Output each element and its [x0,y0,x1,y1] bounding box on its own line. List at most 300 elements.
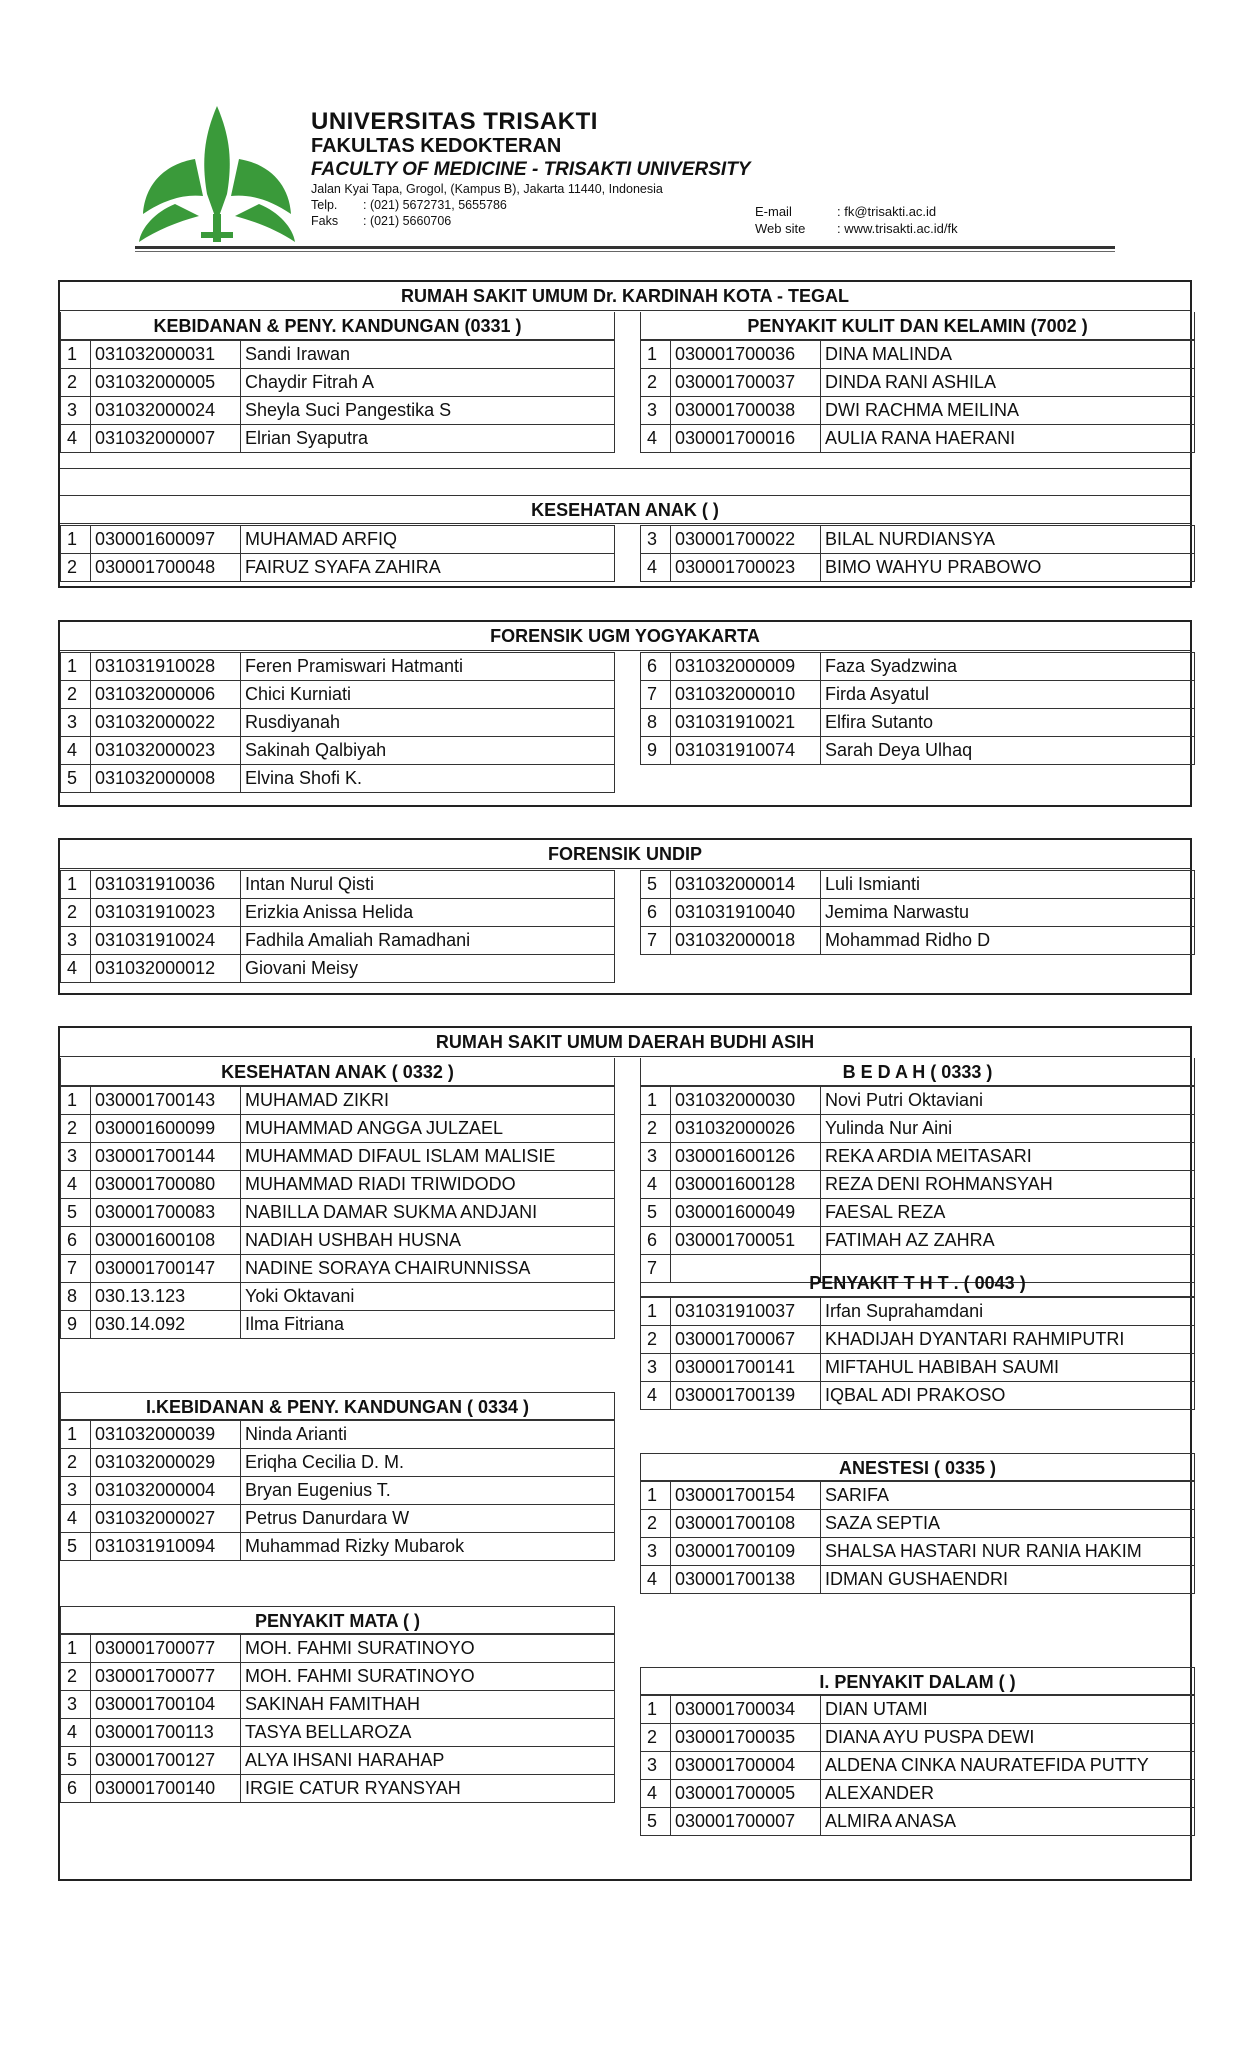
table-row [641,899,1195,927]
section-heading: PENYAKIT MATA ( ) [60,1606,615,1634]
table-row [641,554,1195,582]
row-number: 2 [61,681,91,709]
row-number: 1 [61,871,91,899]
student-nim: 030001700035 [671,1724,821,1752]
row-number: 1 [641,1087,671,1115]
table-row [61,1775,615,1803]
student-name: Firda Asyatul [821,681,1195,709]
student-nim: 030001700127 [91,1747,241,1775]
table-row [641,1696,1195,1724]
student-table [640,1297,1195,1410]
table-row [641,369,1195,397]
student-name: Ninda Arianti [241,1421,615,1449]
student-nim: 030001700083 [91,1199,241,1227]
student-name: MOH. FAHMI SURATINOYO [241,1663,615,1691]
student-name: Faza Syadzwina [821,653,1195,681]
email-label: E-mail [755,204,792,219]
row-number: 3 [641,1538,671,1566]
row-number: 3 [641,1752,671,1780]
table-row [61,1199,615,1227]
student-nim: 030001700037 [671,369,821,397]
row-number: 2 [61,1663,91,1691]
row-number: 4 [641,425,671,453]
row-number: 1 [641,1696,671,1724]
faks-value: : (021) 5660706 [363,214,452,228]
table-row [641,1538,1195,1566]
student-name: MOH. FAHMI SURATINOYO [241,1635,615,1663]
section-heading: KESEHATAN ANAK ( ) [60,496,1190,524]
section-anak [60,496,1190,524]
row-number: 4 [61,425,91,453]
student-nim: 030001700038 [671,397,821,425]
student-nim: 030001700147 [91,1255,241,1283]
row-number: 5 [641,1808,671,1836]
row-number: 6 [61,1227,91,1255]
student-name: NABILLA DAMAR SUKMA ANDJANI [241,1199,615,1227]
student-name: Ilma Fitriana [241,1311,615,1339]
table-row [641,1482,1195,1510]
row-number: 3 [61,1691,91,1719]
student-nim: 030001700154 [671,1482,821,1510]
student-nim: 031032000009 [671,653,821,681]
table-row [61,1533,615,1561]
student-name: Giovani Meisy [241,955,615,983]
student-name: Intan Nurul Qisti [241,871,615,899]
row-number: 3 [641,397,671,425]
section-undip-right [640,870,1195,955]
university-name: UNIVERSITAS TRISAKTI [311,108,598,135]
student-name: REZA DENI ROHMANSYAH [821,1171,1195,1199]
student-nim: 030001700144 [91,1143,241,1171]
student-nim: 031032000029 [91,1449,241,1477]
student-name: Erizkia Anissa Helida [241,899,615,927]
student-nim: 031031910037 [671,1298,821,1326]
student-name: MUHAMAD ZIKRI [241,1087,615,1115]
student-nim: 030001700067 [671,1326,821,1354]
student-name: IDMAN GUSHAENDRI [821,1566,1195,1594]
table-row [61,1421,615,1449]
table-row [641,1724,1195,1752]
row-number: 3 [641,1143,671,1171]
block-forensik-undip [58,838,1192,995]
student-name: Fadhila Amaliah Ramadhani [241,927,615,955]
student-name: Irfan Suprahamdani [821,1298,1195,1326]
student-nim: 030001700139 [671,1382,821,1410]
row-number: 7 [641,681,671,709]
student-nim: 031031910028 [91,653,241,681]
table-row [641,1566,1195,1594]
block-title: RUMAH SAKIT UMUM Dr. KARDINAH KOTA - TEGAL [60,282,1190,311]
student-name: ALEXANDER [821,1780,1195,1808]
row-number: 2 [61,1449,91,1477]
student-nim: 030001700051 [671,1227,821,1255]
student-table [60,870,615,983]
row-number: 4 [641,554,671,582]
section-heading: B E D A H ( 0333 ) [640,1058,1195,1086]
student-nim: 031031910094 [91,1533,241,1561]
student-nim: 030001700141 [671,1354,821,1382]
student-nim: 030001600126 [671,1143,821,1171]
row-number: 5 [61,765,91,793]
section-anak-left [60,525,615,582]
student-name: Mohammad Ridho D [821,927,1195,955]
section-heading: ANESTESI ( 0335 ) [640,1453,1195,1481]
row-number: 4 [61,737,91,765]
university-logo-icon [135,104,300,244]
section-ba-bedah [640,1058,1195,1283]
student-name: MUHAMMAD ANGGA JULZAEL [241,1115,615,1143]
student-name: Sarah Deya Ulhaq [821,737,1195,765]
student-nim: 030001700023 [671,554,821,582]
telp-value: : (021) 5672731, 5655786 [363,198,507,212]
student-name: DWI RACHMA MEILINA [821,397,1195,425]
table-row [61,765,615,793]
row-number: 2 [641,369,671,397]
student-name: Luli Ismianti [821,871,1195,899]
student-nim: 030.14.092 [91,1311,241,1339]
table-row [61,1719,615,1747]
student-nim: 030001700022 [671,526,821,554]
student-name: Elfira Sutanto [821,709,1195,737]
table-row [641,1199,1195,1227]
row-number: 1 [61,653,91,681]
row-number: 6 [641,653,671,681]
student-name: Chici Kurniati [241,681,615,709]
table-row [641,1382,1195,1410]
student-nim: 030001700138 [671,1566,821,1594]
table-row [641,1227,1195,1255]
table-row [641,871,1195,899]
table-row [641,341,1195,369]
student-nim: 031032000031 [91,341,241,369]
row-number: 9 [641,737,671,765]
student-name: Elvina Shofi K. [241,765,615,793]
student-nim: 031032000008 [91,765,241,793]
row-number: 2 [61,554,91,582]
student-name: IRGIE CATUR RYANSYAH [241,1775,615,1803]
block-title: FORENSIK UNDIP [60,840,1190,869]
student-name: KHADIJAH DYANTARI RAHMIPUTRI [821,1326,1195,1354]
section-heading: KEBIDANAN & PENY. KANDUNGAN (0331 ) [60,312,615,340]
section-heading: I.KEBIDANAN & PENY. KANDUNGAN ( 0334 ) [60,1392,615,1420]
row-number: 2 [641,1510,671,1538]
table-row [61,425,615,453]
row-number: 3 [641,1354,671,1382]
table-row [61,1311,615,1339]
student-nim: 030001600128 [671,1171,821,1199]
student-name: MIFTAHUL HABIBAH SAUMI [821,1354,1195,1382]
student-name: Sandi Irawan [241,341,615,369]
table-row [61,1087,615,1115]
section-kebidanan [60,312,615,453]
student-nim: 030001700034 [671,1696,821,1724]
student-table [60,1420,615,1561]
student-table [60,340,615,453]
address: Jalan Kyai Tapa, Grogol, (Kampus B), Jakarta 11440, Indonesia [311,182,663,196]
row-number: 7 [641,1255,671,1283]
row-number: 3 [61,927,91,955]
student-nim: 031032000014 [671,871,821,899]
student-table [640,1086,1195,1283]
student-name: SAKINAH FAMITHAH [241,1691,615,1719]
student-name: SHALSA HASTARI NUR RANIA HAKIM [821,1538,1195,1566]
table-row [641,1808,1195,1836]
table-row [61,1171,615,1199]
row-number: 7 [641,927,671,955]
section-undip-left [60,870,615,983]
table-row [61,1143,615,1171]
student-table [640,652,1195,765]
student-name: Yulinda Nur Aini [821,1115,1195,1143]
section-ba-tht [640,1269,1195,1410]
row-number: 5 [61,1533,91,1561]
section-ba-anak [60,1058,615,1339]
row-number: 4 [641,1780,671,1808]
student-name: Chaydir Fitrah A [241,369,615,397]
table-row [641,1298,1195,1326]
table-row [641,526,1195,554]
table-row [641,1115,1195,1143]
table-row [641,397,1195,425]
student-nim: 030001700004 [671,1752,821,1780]
student-name: Yoki Oktavani [241,1283,615,1311]
table-row [641,1171,1195,1199]
table-row [61,927,615,955]
row-number: 4 [61,955,91,983]
table-row [61,554,615,582]
table-row [61,1255,615,1283]
row-number: 4 [61,1719,91,1747]
student-name: Rusdiyanah [241,709,615,737]
row-number: 1 [641,341,671,369]
student-name: DINDA RANI ASHILA [821,369,1195,397]
table-row [61,681,615,709]
student-nim: 030001700036 [671,341,821,369]
faculty-name: FAKULTAS KEDOKTERAN [311,135,562,157]
row-number: 4 [61,1171,91,1199]
table-row [641,927,1195,955]
student-table [640,1695,1195,1836]
row-number: 5 [641,871,671,899]
student-name: DINA MALINDA [821,341,1195,369]
block-budhi-asih [58,1026,1192,1881]
student-name: Jemima Narwastu [821,899,1195,927]
row-number: 4 [641,1171,671,1199]
row-number: 2 [61,1115,91,1143]
table-row [641,653,1195,681]
table-row [61,1115,615,1143]
student-name: BIMO WAHYU PRABOWO [821,554,1195,582]
student-nim: 031031910024 [91,927,241,955]
student-name: NADIAH USHBAH HUSNA [241,1227,615,1255]
student-nim: 031032000004 [91,1477,241,1505]
spacer-row [60,468,1190,496]
student-nim: 030001700007 [671,1808,821,1836]
table-row [61,1477,615,1505]
row-number: 6 [641,899,671,927]
student-name: FATIMAH AZ ZAHRA [821,1227,1195,1255]
student-nim: 031031910021 [671,709,821,737]
table-row [641,425,1195,453]
student-nim: 031032000022 [91,709,241,737]
row-number: 8 [61,1283,91,1311]
student-nim: 031032000024 [91,397,241,425]
student-name: DIAN UTAMI [821,1696,1195,1724]
row-number: 1 [61,1635,91,1663]
student-nim: 031032000026 [671,1115,821,1143]
letterhead-rule [135,246,1115,249]
student-name: FAIRUZ SYAFA ZAHIRA [241,554,615,582]
block-title: RUMAH SAKIT UMUM DAERAH BUDHI ASIH [60,1028,1190,1057]
web-label: Web site [755,221,806,236]
table-row [641,1326,1195,1354]
table-row [641,1752,1195,1780]
student-name: Sheyla Suci Pangestika S [241,397,615,425]
student-nim: 030001700109 [671,1538,821,1566]
table-row [61,955,615,983]
table-row [61,1449,615,1477]
student-name: REKA ARDIA MEITASARI [821,1143,1195,1171]
table-row [61,1635,615,1663]
faculty-name-en: FACULTY OF MEDICINE - TRISAKTI UNIVERSITY [311,159,751,180]
web-value: : www.trisakti.ac.id/fk [837,221,958,236]
student-name: Eriqha Cecilia D. M. [241,1449,615,1477]
letterhead-rule-thin [135,251,1115,252]
table-row [641,681,1195,709]
row-number: 2 [61,899,91,927]
student-name: Bryan Eugenius T. [241,1477,615,1505]
student-name: TASYA BELLAROZA [241,1719,615,1747]
section-ba-dalam [640,1667,1195,1836]
student-nim: 031032000006 [91,681,241,709]
student-nim: 030001700005 [671,1780,821,1808]
student-name: Sakinah Qalbiyah [241,737,615,765]
row-number: 4 [641,1382,671,1410]
row-number: 1 [61,1421,91,1449]
table-row [641,1780,1195,1808]
section-ba-mata [60,1606,615,1803]
student-nim: 031031910036 [91,871,241,899]
table-row [61,1663,615,1691]
row-number: 3 [61,1143,91,1171]
table-row [61,1691,615,1719]
student-name: DIANA AYU PUSPA DEWI [821,1724,1195,1752]
section-anak-right [640,525,1195,582]
telp-label: Telp. [311,198,338,212]
student-name: Muhammad Rizky Mubarok [241,1533,615,1561]
section-heading: PENYAKIT T H T . ( 0043 ) [640,1269,1195,1297]
student-nim: 030001600099 [91,1115,241,1143]
row-number: 4 [61,1505,91,1533]
student-name: ALMIRA ANASA [821,1808,1195,1836]
row-number: 1 [61,341,91,369]
student-name: Novi Putri Oktaviani [821,1087,1195,1115]
table-row [61,341,615,369]
section-ugm-right [640,652,1195,765]
student-nim: 030001700113 [91,1719,241,1747]
student-nim: 031031910040 [671,899,821,927]
row-number: 2 [61,369,91,397]
row-number: 5 [61,1199,91,1227]
student-table [60,1634,615,1803]
student-name: SAZA SEPTIA [821,1510,1195,1538]
student-nim: 030001700140 [91,1775,241,1803]
student-nim: 031031910023 [91,899,241,927]
table-row [61,653,615,681]
block-kardinah [58,280,1192,588]
student-nim: 031032000039 [91,1421,241,1449]
row-number: 6 [641,1227,671,1255]
student-name: BILAL NURDIANSYA [821,526,1195,554]
row-number: 2 [641,1115,671,1143]
table-row [61,1505,615,1533]
row-number: 3 [61,1477,91,1505]
student-nim: 031032000007 [91,425,241,453]
section-heading: KESEHATAN ANAK ( 0332 ) [60,1058,615,1086]
row-number: 4 [641,1566,671,1594]
row-number: 1 [61,526,91,554]
table-row [61,709,615,737]
faks-label: Faks [311,214,339,228]
student-nim: 030001600097 [91,526,241,554]
student-nim: 031032000005 [91,369,241,397]
student-nim: 030001700016 [671,425,821,453]
student-name: MUHAMMAD DIFAUL ISLAM MALISIE [241,1143,615,1171]
table-row [61,737,615,765]
row-number: 2 [641,1724,671,1752]
student-name: SARIFA [821,1482,1195,1510]
student-nim: 030001700104 [91,1691,241,1719]
student-nim: 030001700077 [91,1663,241,1691]
student-name: ALYA IHSANI HARAHAP [241,1747,615,1775]
row-number: 1 [641,1298,671,1326]
table-row [61,1283,615,1311]
student-name: FAESAL REZA [821,1199,1195,1227]
table-row [61,397,615,425]
student-name: IQBAL ADI PRAKOSO [821,1382,1195,1410]
student-nim: 030001700077 [91,1635,241,1663]
table-row [61,871,615,899]
student-name: MUHAMAD ARFIQ [241,526,615,554]
student-name: NADINE SORAYA CHAIRUNNISSA [241,1255,615,1283]
table-row [61,899,615,927]
student-nim: 030001600108 [91,1227,241,1255]
student-nim: 030001700080 [91,1171,241,1199]
student-nim: 030001700048 [91,554,241,582]
row-number: 1 [641,1482,671,1510]
table-row [641,737,1195,765]
student-name: AULIA RANA HAERANI [821,425,1195,453]
student-table [640,870,1195,955]
section-heading: I. PENYAKIT DALAM ( ) [640,1667,1195,1695]
student-table [60,525,615,582]
section-ba-anestesi [640,1453,1195,1594]
table-row [61,1227,615,1255]
student-table [640,340,1195,453]
row-number: 9 [61,1311,91,1339]
student-name: Feren Pramiswari Hatmanti [241,653,615,681]
student-name: ALDENA CINKA NAURATEFIDA PUTTY [821,1752,1195,1780]
row-number: 5 [61,1747,91,1775]
table-row [61,526,615,554]
section-ba-kebidanan [60,1392,615,1561]
student-name: Petrus Danurdara W [241,1505,615,1533]
student-nim: 030001700143 [91,1087,241,1115]
table-row [641,1143,1195,1171]
student-table [60,652,615,793]
student-nim: 031032000023 [91,737,241,765]
row-number: 7 [61,1255,91,1283]
